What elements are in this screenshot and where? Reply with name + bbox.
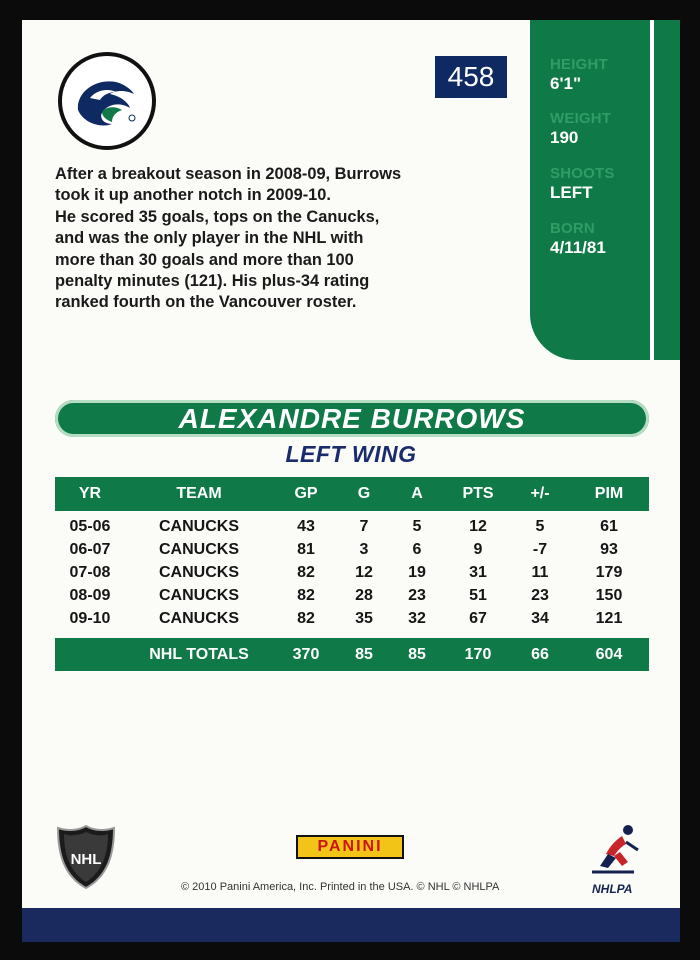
- cell-pts: 9: [473, 540, 483, 558]
- table-row: [55, 584, 649, 607]
- cell-g: 3: [359, 540, 369, 558]
- player-bio: [55, 164, 495, 314]
- panel-stripe-edge: [654, 20, 680, 360]
- table-header-row: [55, 477, 649, 511]
- nhlpa-skater-icon: [588, 822, 644, 885]
- cell-a: 32: [408, 609, 426, 627]
- header-a: A: [389, 477, 445, 511]
- totals-gp: 370: [273, 636, 339, 671]
- vital-label: HEIGHT: [550, 56, 608, 73]
- vital-shoots: [550, 165, 615, 203]
- header-pim: PIM: [569, 477, 649, 511]
- header-gp: GP: [273, 477, 339, 511]
- header-team: TEAM: [125, 477, 273, 511]
- copyright-text: © 2010 Panini America, Inc. Printed in the USA. © NHL © NHLPA: [181, 881, 500, 893]
- nhl-shield-icon: [56, 824, 116, 895]
- player-name-bar: [55, 400, 649, 437]
- cell-plus-minus: -7: [532, 540, 548, 558]
- panini-logo: [296, 835, 404, 859]
- cell-g: 35: [355, 609, 373, 627]
- nhlpa-logo-text: NHLPA: [592, 882, 633, 896]
- bottom-band: [22, 908, 680, 942]
- vital-label: WEIGHT: [550, 110, 612, 127]
- bio-line: He scored 35 goals, tops on the Canucks,: [55, 207, 380, 226]
- totals-pim: 604: [569, 636, 649, 671]
- vital-weight: [550, 110, 611, 148]
- career-stats-table: [55, 477, 649, 671]
- totals-plus-minus: 66: [511, 636, 569, 671]
- cell-gp: 43: [297, 517, 315, 535]
- bio-line: penalty minutes (121). His plus-34 rating: [55, 272, 370, 291]
- cell-yr: 06-07: [69, 540, 111, 558]
- cell-pts: 31: [469, 563, 487, 581]
- cell-pim: 150: [595, 586, 623, 604]
- cell-pim: 121: [595, 609, 623, 627]
- bio-line: ranked fourth on the Vancouver roster.: [55, 293, 357, 312]
- cell-g: 7: [359, 517, 369, 535]
- cell-pim: 61: [600, 517, 618, 535]
- vital-height: [550, 56, 608, 94]
- header-pts: PTS: [445, 477, 511, 511]
- totals-g: 85: [339, 636, 389, 671]
- cell-g: 12: [355, 563, 373, 581]
- table-row: [55, 538, 649, 561]
- player-name: ALEXANDRE BURROWS: [178, 402, 526, 434]
- bio-line: more than 30 goals and more than 100: [55, 250, 354, 269]
- table-row: [55, 561, 649, 584]
- vital-value: 190: [550, 128, 579, 147]
- player-position: LEFT WING: [285, 441, 417, 467]
- bio-line: After a breakout season in 2008-09, Burrows: [55, 165, 402, 183]
- vital-value: LEFT: [550, 183, 593, 202]
- cell-team: CANUCKS: [159, 563, 239, 581]
- cell-team: CANUCKS: [159, 586, 239, 604]
- cell-yr: 08-09: [69, 586, 111, 604]
- cell-gp: 82: [297, 563, 315, 581]
- table-row: [55, 607, 649, 636]
- cell-plus-minus: 5: [535, 517, 545, 535]
- vital-label: BORN: [550, 220, 595, 237]
- card-number-badge: 458: [435, 56, 507, 98]
- table-row: [55, 511, 649, 538]
- cell-yr: 07-08: [69, 563, 111, 581]
- vital-label: SHOOTS: [550, 165, 615, 182]
- trading-card-back: [22, 20, 680, 942]
- cell-a: 19: [408, 563, 426, 581]
- cell-pim: 93: [600, 540, 618, 558]
- totals-label: NHL TOTALS: [125, 636, 273, 671]
- cell-gp: 82: [297, 586, 315, 604]
- cell-yr: 05-06: [69, 517, 111, 535]
- vital-value: 4/11/81: [550, 238, 606, 257]
- cell-team: CANUCKS: [159, 517, 239, 535]
- canucks-orca-icon: [58, 52, 156, 150]
- cell-pts: 12: [469, 517, 487, 535]
- totals-pts: 170: [445, 636, 511, 671]
- cell-team: CANUCKS: [159, 540, 239, 558]
- cell-yr: 09-10: [69, 609, 111, 627]
- cell-plus-minus: 23: [531, 586, 549, 604]
- nhl-logo-text: NHL: [70, 851, 102, 868]
- cell-pim: 179: [595, 563, 623, 581]
- cell-gp: 81: [297, 540, 315, 558]
- cell-team: CANUCKS: [159, 609, 239, 627]
- bio-line: and was the only player in the NHL with: [55, 229, 364, 248]
- cell-pts: 51: [469, 586, 487, 604]
- cell-plus-minus: 34: [531, 609, 549, 627]
- totals-yr: [55, 636, 125, 671]
- header-plus-minus: +/-: [511, 477, 569, 511]
- cell-pts: 67: [469, 609, 487, 627]
- header-yr: YR: [55, 477, 125, 511]
- cell-a: 23: [408, 586, 426, 604]
- cell-plus-minus: 11: [531, 563, 549, 581]
- bio-line: took it up another notch in 2009-10.: [55, 186, 331, 205]
- vital-born: [550, 220, 606, 258]
- cell-a: 5: [412, 517, 422, 535]
- cell-gp: 82: [297, 609, 315, 627]
- cell-a: 6: [412, 540, 422, 558]
- panini-logo-text: PANINI: [317, 838, 383, 855]
- totals-row: [55, 636, 649, 671]
- totals-a: 85: [389, 636, 445, 671]
- header-g: G: [339, 477, 389, 511]
- vital-value: 6'1": [550, 74, 582, 93]
- cell-g: 28: [355, 586, 373, 604]
